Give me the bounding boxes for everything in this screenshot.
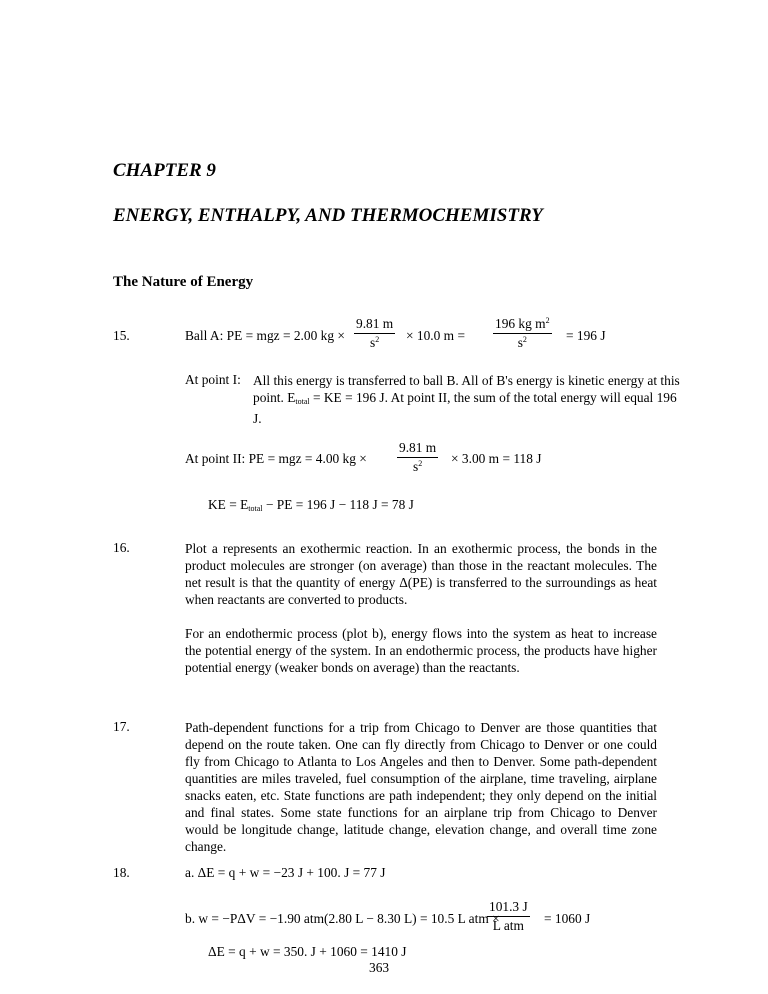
paragraph: For an endothermic process (plot b), energy flows into the system as heat to increase the potential energy of the system. In an endothermic process, the products have higher potential energy (weaker bonds on average) than the reactants.: [185, 626, 657, 675]
problem-number-17: 17.: [113, 719, 130, 734]
denominator: $s^2$: [412, 459, 423, 474]
equation-text: × 10.0 m =: [406, 328, 465, 343]
page-number: 363: [369, 960, 390, 975]
denominator: L atm: [492, 918, 524, 933]
problem-number-18: 18.: [113, 865, 130, 880]
numerator: 9.81 m: [397, 440, 438, 458]
chapter-number: CHAPTER 9: [113, 160, 216, 181]
section-heading: The Nature of Energy: [113, 274, 254, 290]
point-2-equation: At point II: PE = mgz = 4.00 kg ×: [185, 451, 367, 466]
fraction: [493, 316, 552, 351]
denominator: $s^2$: [517, 335, 527, 350]
problem-number-15: 15.: [113, 328, 130, 343]
equation-result: = 196 J: [566, 328, 606, 343]
problem-number-16: 16.: [113, 540, 130, 555]
part-a-equation: a. ΔE = q + w = −23 J + 100. J = 77 J: [185, 865, 386, 880]
fraction: [487, 899, 530, 934]
point-1-text: All this energy is transferred to ball B. All of B's energy is kinetic energy at this point. $E_{total}$ = KE = 196 J. At point II, the sum of the total energy will equal 196 J.: [253, 373, 680, 426]
part-b-energy: ΔE = q + w = 350. J + 1060 = 1410 J: [208, 944, 407, 959]
equation-result: × 3.00 m = 118 J: [451, 451, 542, 466]
denominator: $s^2$: [369, 335, 380, 350]
numerator: 196 kg $m^2$: [493, 316, 552, 334]
paragraph: Plot a represents an exothermic reaction. In an exothermic process, the bonds in the product molecules are stronger (on average) than those in the reactant molecules. The net result is that the quantity of energy Δ(PE) is transferred to the surroundings as heat when reactants are converted to products.: [185, 541, 657, 607]
chapter-title: ENERGY, ENTHALPY, AND THERMOCHEMISTRY: [113, 205, 543, 226]
numerator: 101.3 J: [487, 899, 530, 917]
fraction: [354, 316, 395, 351]
paragraph: Path-dependent functions for a trip from Chicago to Denver are those quantities that depend on the route taken. One can fly directly from Chicago to Denver or one could fly from Chicago to Atlanta to Los Angeles and then to Denver. Some path-dependent quantities are miles traveled, fuel consumption of the airplane, time traveling, airplane snacks eaten, etc. State functions are path independent; they only depend on the initial and final states. Some state functions for an airplane trip from Chicago to Denver would be longitude change, latitude change, elevation change, and overall time zone change.: [185, 720, 657, 854]
ball-a-equation: Ball A: PE = mgz = 2.00 kg ×: [185, 328, 345, 343]
ke-equation: KE = $E_{total}$ − PE = 196 J − 118 J = 78 J: [208, 497, 414, 513]
part-b-equation: b. w = −PΔV = −1.90 atm(2.80 L − 8.30 L) = 10.5 L atm ×: [185, 911, 500, 926]
fraction: [397, 440, 438, 475]
numerator: 9.81 m: [354, 316, 395, 334]
point-1-label: At point I:: [185, 372, 241, 387]
equation-result: = 1060 J: [544, 911, 591, 926]
